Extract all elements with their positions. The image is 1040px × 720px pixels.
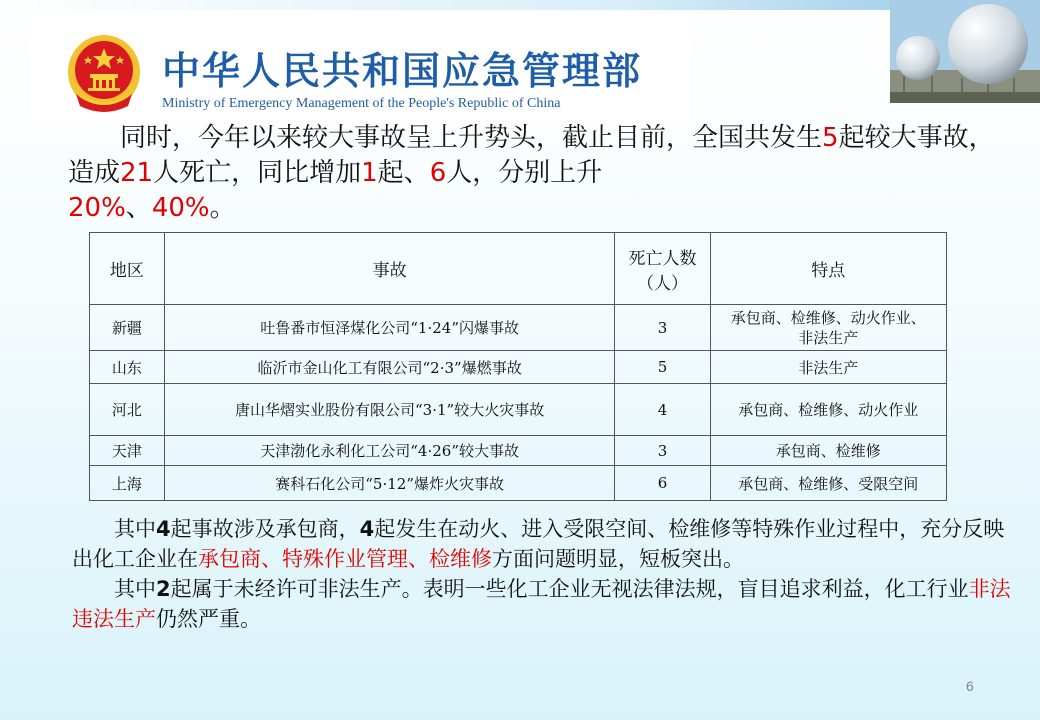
ministry-name-cn: 中华人民共和国应急管理部 bbox=[162, 49, 643, 93]
header-region: 地区 bbox=[90, 233, 165, 305]
death-count: 21 bbox=[120, 158, 154, 188]
cell-features: 非法生产 bbox=[710, 351, 946, 384]
cell-region: 天津 bbox=[90, 436, 165, 466]
accident-count: 5 bbox=[822, 123, 839, 153]
intro-text: 起、 bbox=[377, 158, 430, 188]
national-emblem-icon bbox=[66, 34, 142, 114]
intro-text: 、 bbox=[125, 193, 152, 223]
cell-accident: 天津渤化永利化工公司“4·26”较大事故 bbox=[164, 436, 615, 466]
cell-features: 承包商、检维修 bbox=[710, 436, 946, 466]
cell-deaths: 4 bbox=[615, 384, 710, 436]
cell-deaths: 6 bbox=[615, 466, 710, 501]
contractor-count: 4 bbox=[156, 517, 171, 541]
illegal-count: 2 bbox=[156, 577, 171, 601]
intro-text: 同时，今年以来较大事故呈上升势头，截止目前，全国共发生 bbox=[120, 123, 823, 153]
analysis-text: 其中 bbox=[114, 577, 156, 601]
cell-features: 承包商、检维修、动火作业 bbox=[710, 384, 946, 436]
analysis-text: 起事故涉及承包商， bbox=[170, 517, 360, 541]
analysis-paragraph-2 bbox=[72, 574, 1022, 634]
cell-region: 上海 bbox=[90, 466, 165, 501]
analysis-text: 其中 bbox=[114, 517, 156, 541]
features-line2: 非法生产 bbox=[798, 328, 859, 347]
intro-text: 人，分别上升 bbox=[446, 158, 603, 188]
analysis-text: 方面问题明显，短板突出。 bbox=[492, 547, 744, 571]
cell-accident: 吐鲁番市恒泽煤化公司“1·24”闪爆事故 bbox=[164, 305, 615, 351]
table-row bbox=[90, 436, 947, 466]
table-row bbox=[90, 351, 947, 384]
storage-tanks-photo bbox=[890, 0, 1040, 103]
analysis-paragraph-1 bbox=[72, 514, 1022, 574]
table-header-row bbox=[90, 233, 947, 305]
cell-accident: 临沂市金山化工有限公司“2·3”爆燃事故 bbox=[164, 351, 615, 384]
analysis-highlight: 承包商、特殊作业管理、检维修 bbox=[198, 547, 492, 571]
cell-accident: 唐山华熠实业股份有限公司“3·1”较大火灾事故 bbox=[164, 384, 615, 436]
accident-increase: 1 bbox=[361, 158, 378, 188]
cell-accident: 赛科石化公司“5·12”爆炸火灾事故 bbox=[164, 466, 615, 501]
table-row bbox=[90, 384, 947, 436]
header-accident: 事故 bbox=[164, 233, 615, 305]
pct-accidents: 20% bbox=[68, 193, 126, 223]
intro-text: 人死亡，同比增加 bbox=[153, 158, 362, 188]
table-row bbox=[90, 305, 947, 351]
header-deaths-line2: （人） bbox=[637, 273, 688, 294]
cell-region: 新疆 bbox=[90, 305, 165, 351]
cell-deaths: 3 bbox=[615, 305, 710, 351]
accident-table bbox=[89, 232, 947, 501]
special-ops-count: 4 bbox=[359, 517, 375, 541]
table-row bbox=[90, 466, 947, 501]
cell-region: 山东 bbox=[90, 351, 165, 384]
features-line1: 承包商、检维修、动火作业、 bbox=[730, 308, 926, 327]
top-decor-strip bbox=[0, 0, 1040, 10]
cell-deaths: 5 bbox=[615, 351, 710, 384]
cell-region: 河北 bbox=[90, 384, 165, 436]
intro-text: 。 bbox=[209, 193, 236, 223]
intro-text: 起较大事故，造成 bbox=[68, 123, 995, 188]
header-deaths-line1: 死亡人数 bbox=[628, 248, 697, 269]
death-increase: 6 bbox=[429, 158, 447, 188]
pct-deaths: 40% bbox=[151, 193, 210, 223]
header-deaths bbox=[615, 233, 710, 305]
analysis-highlight: 非法违法生产 bbox=[72, 577, 1011, 631]
analysis-text: 起发生在动火、进入受限空间、检维修等特殊作业过程中，充分反映出化工企业在 bbox=[72, 517, 1005, 571]
analysis-text: 仍然严重。 bbox=[156, 607, 261, 631]
analysis-text: 起属于未经许可非法生产。表明一些化工企业无视法律法规，盲目追求利益，化工行业 bbox=[170, 577, 969, 601]
cell-deaths: 3 bbox=[615, 436, 710, 466]
intro-paragraph bbox=[68, 121, 1008, 226]
ministry-name-en: Ministry of Emergency Management of the People's Republic of China bbox=[162, 96, 561, 111]
cell-features: 承包商、检维修、受限空间 bbox=[710, 466, 946, 501]
header-features: 特点 bbox=[710, 233, 946, 305]
analysis-section bbox=[72, 514, 1022, 634]
cell-features bbox=[710, 305, 946, 351]
page-number: 6 bbox=[966, 678, 974, 694]
